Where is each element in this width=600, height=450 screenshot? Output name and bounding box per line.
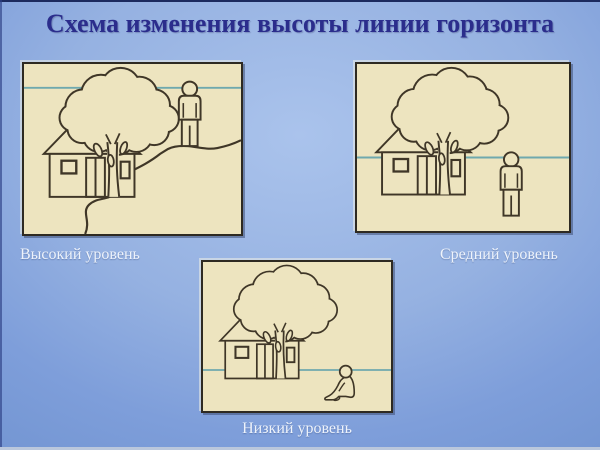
panel-high-level <box>22 62 243 236</box>
label-low-level: Низкий уровень <box>242 420 352 437</box>
drawing-low-horizon <box>203 262 391 411</box>
panel-low-level <box>201 260 393 413</box>
panel-middle-level <box>355 62 571 233</box>
label-middle-level: Средний уровень <box>440 246 558 263</box>
drawing-middle-horizon <box>357 64 569 231</box>
drawing-high-horizon <box>24 64 241 234</box>
slide-top-edge <box>0 0 600 2</box>
slide-left-edge <box>0 0 2 450</box>
label-high-level: Высокий уровень <box>20 246 140 263</box>
slide-title: Схема изменения высоты линии горизонта <box>45 9 555 38</box>
